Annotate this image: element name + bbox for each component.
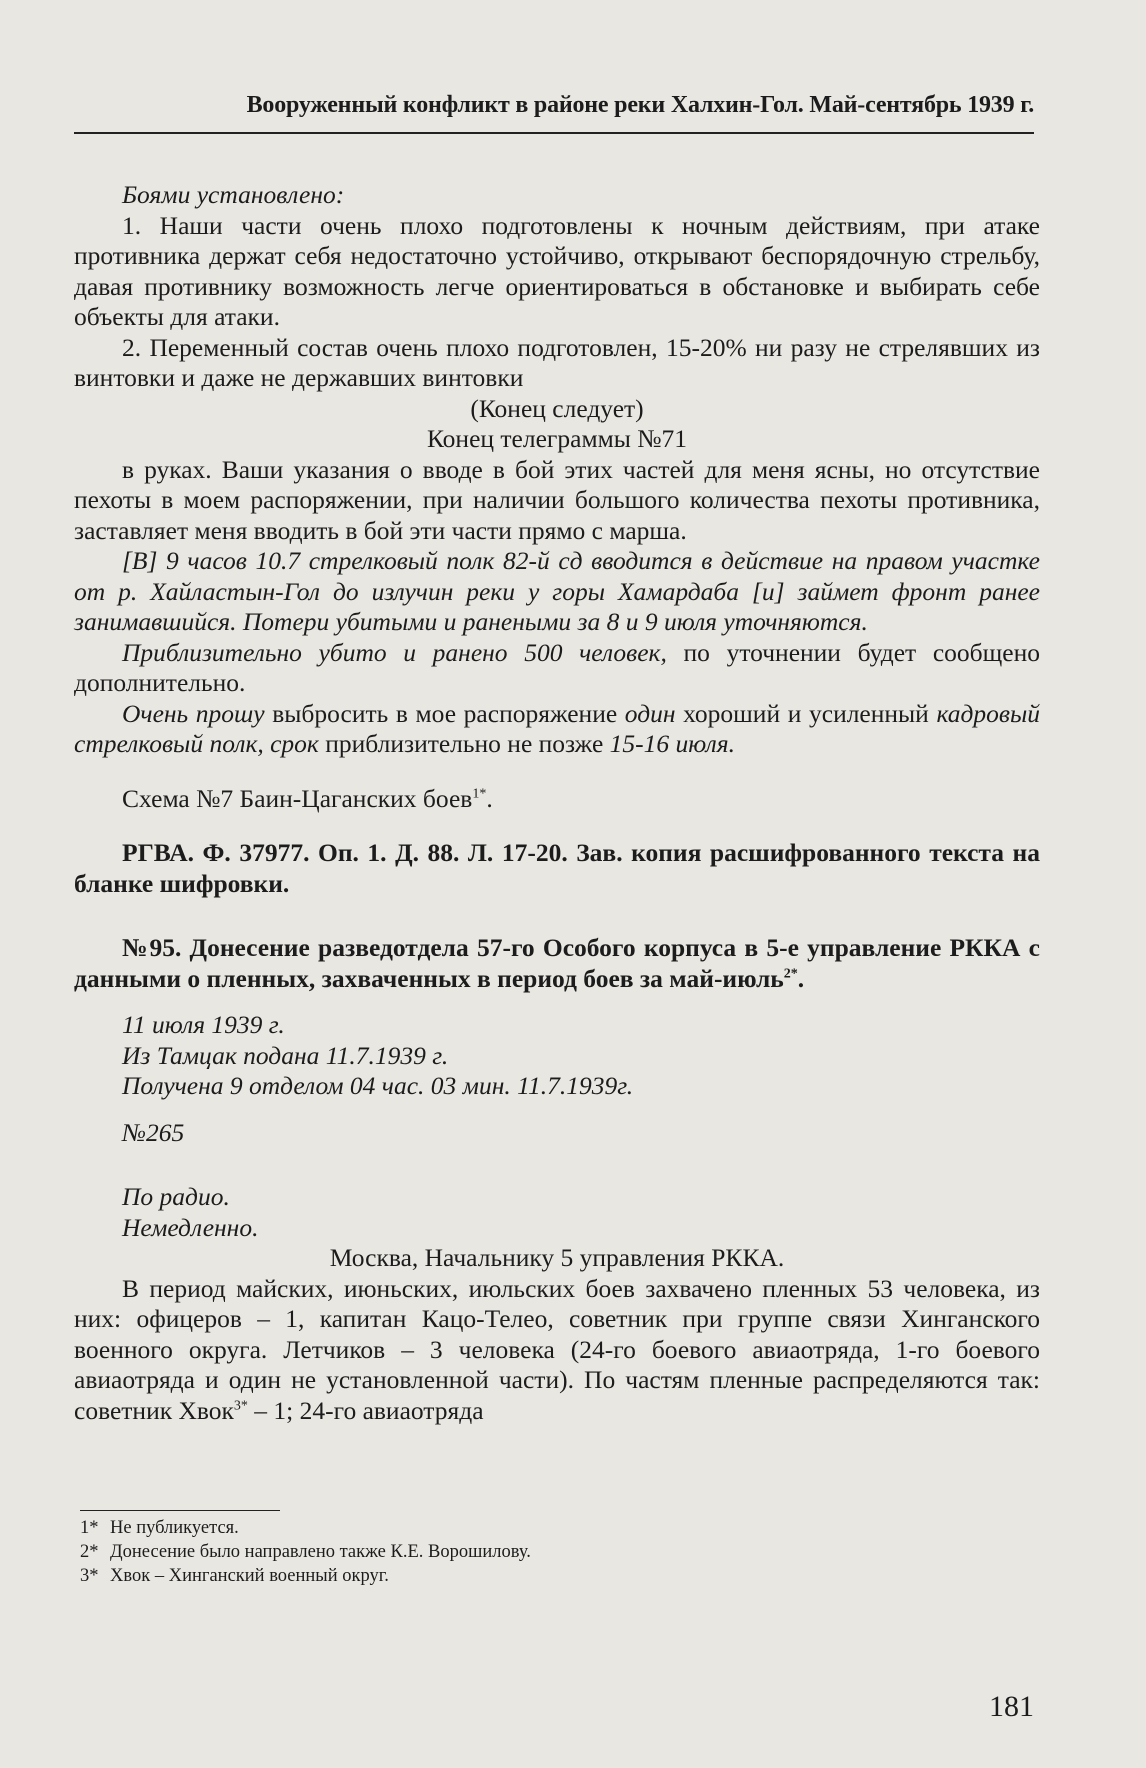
footnote-mark: 2* (80, 1542, 99, 1562)
transmission-mode: По радио. (122, 1182, 230, 1211)
scheme-text: Схема №7 Баин-Цаганских боев (122, 783, 473, 813)
archive-source: РГВА. Ф. 37977. Оп. 1. Д. 88. Л. 17-20. Зав. копия расшифрованного текста на бланке шифровки. (74, 838, 1040, 898)
header-rule (74, 132, 1034, 134)
request-d: хороший и усиленный (675, 698, 937, 728)
continuation-note: (Конец следует) (470, 393, 644, 423)
document-date: 11 июля 1939 г. (122, 1010, 285, 1039)
prisoners-end: – 1; 24-го авиаотряда (247, 1395, 484, 1425)
document-received: Получена 9 отделом 04 час. 03 мин. 11.7.1939г. (122, 1071, 634, 1100)
footnote-rule (80, 1510, 280, 1511)
footnote-2 (80, 1540, 680, 1564)
document-title-text: №95. Донесение разведотдела 57-го Особого корпуса в 5-е управление РККА с данными о пленных, захваченных в период боев за май-июль (74, 933, 1040, 993)
body-text (74, 180, 1040, 1426)
losses-italic: Приблизительно убито и ранено 500 человек, (122, 637, 667, 667)
document-title-end: . (797, 963, 805, 993)
scheme-end: . (486, 783, 493, 813)
request-b: выбросить в мое распоряжение (264, 698, 625, 728)
paragraph-losses (74, 638, 1040, 699)
footnotes (80, 1516, 680, 1588)
paragraph-regiment: [В] 9 часов 10.7 стрелковый полк 82-й сд вводится в действие на правом участке от р. Хайластын-Гол до излучин реки у горы Хамардаба [и] займет фронт ранее занимавшийся. Потери убитыми и ранеными за 8 и 9 июля уточняются. (74, 546, 1040, 636)
footnote-text: Не публикуется. (110, 1518, 239, 1538)
request-f: приблизительно не позже (318, 729, 610, 758)
footnote-ref-3: 3* (233, 1398, 248, 1413)
footnote-1 (80, 1516, 680, 1540)
paragraph-request (74, 699, 1040, 760)
telegram-end-note: Конец телеграммы №71 (426, 424, 688, 453)
footnote-ref-2: 2* (783, 966, 798, 981)
document-title (74, 933, 1040, 994)
document-sent: Из Тамцак подана 11.7.1939 г. (122, 1040, 449, 1070)
footnote-text: Хвок – Хинганский военный округ. (110, 1566, 389, 1586)
paragraph-finding-2: 2. Переменный состав очень плохо подготовлен, 15-20% ни разу не стрелявших из винтовки и даже не державших винтовки (74, 332, 1040, 392)
request-g: 15-16 июля. (609, 729, 735, 758)
request-a: Очень прошу (122, 698, 265, 728)
request-c: один (624, 698, 676, 728)
paragraph-findings-intro: Боями установлено: (122, 180, 345, 209)
losses-rest: по уточнении будет сообщено дополнительно. (74, 637, 1041, 697)
running-header: Вооруженный конфликт в районе реки Халхин-Гол. Май-сентябрь 1939 г. (246, 92, 1034, 118)
paragraph-finding-1: 1. Наши части очень плохо подготовлены к ночным действиям, при атаке противника держат себя недостаточно устойчиво, открывают беспорядочную стрельбу, давая противнику возможность легче ориентироваться в обстановке и выбирать себе объекты для атаки. (74, 210, 1040, 331)
footnote-text: Донесение было направлено также К.Е. Ворошилову. (110, 1542, 531, 1562)
paragraph-prisoners (74, 1274, 1040, 1427)
prisoners-text: В период майских, июньских, июльских боев захвачено пленных 53 человека, из них: офицеров – 1, капитан Кацо-Телео, советник при группе связи Хинганского военного округа. Летчиков – 3 человека (24-го боевого авиаотряда, 1-го боевого авиаотряда и один не установленной части). По частям пленные распределяются так: советник Хвок (74, 1273, 1040, 1425)
footnote-mark: 1* (80, 1518, 99, 1538)
request-e: кадровый стрелковый полк, срок (74, 698, 1040, 758)
footnote-mark: 3* (80, 1566, 99, 1586)
urgency-note: Немедленно. (122, 1212, 259, 1242)
addressee: Москва, Начальнику 5 управления РККА. (329, 1243, 785, 1272)
paragraph-orders: в руках. Ваши указания о вводе в бой этих частей для меня ясны, но отсутствие пехоты в моем распоряжении, при наличии большого количества пехоты противника, заставляет меня вводить в бой эти части прямо с марша. (74, 454, 1040, 545)
footnote-3 (80, 1564, 680, 1588)
scheme-note (74, 784, 1040, 815)
document-number: №265 (122, 1117, 185, 1147)
footnote-ref-1: 1* (472, 786, 487, 801)
page-number: 181 (989, 1690, 1034, 1723)
